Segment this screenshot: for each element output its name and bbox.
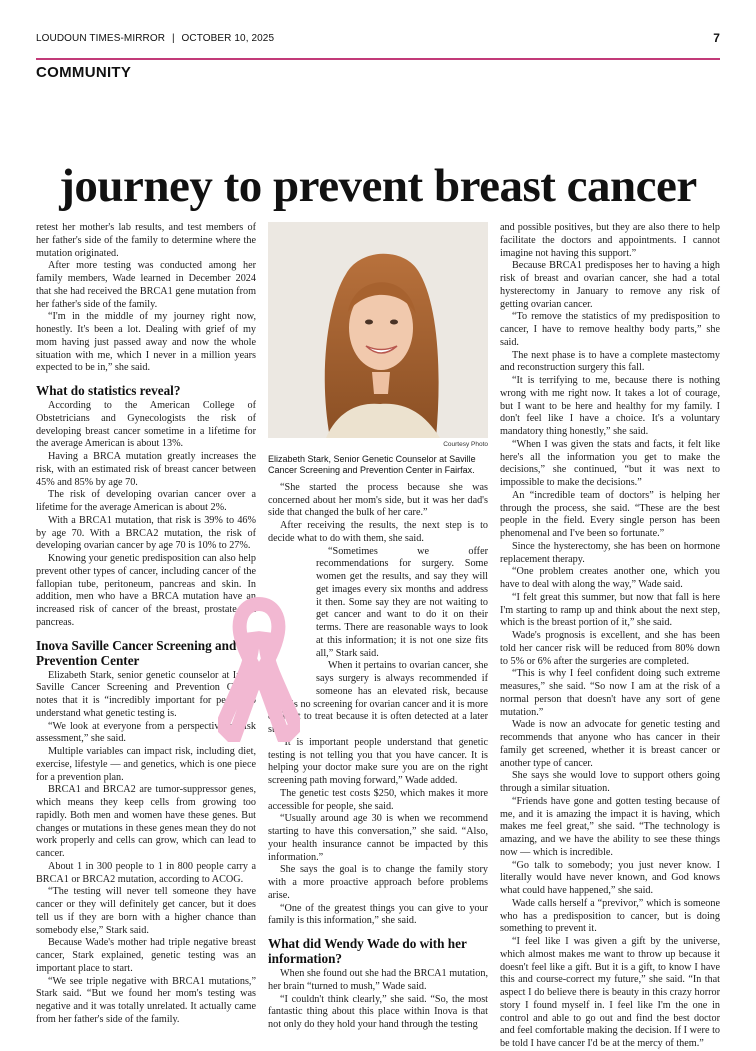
paragraph: Having a BRCA mutation greatly increases the risk, with an estimated risk of breast cancer between 45% and 85% by age 70. [36, 451, 256, 488]
paragraph: “She started the process because she was concerned about her mom's side, but it was her dad's side that changed the bulk of her care.” [268, 481, 488, 519]
paragraph: According to the American College of Obstetricians and Gynecologists the risk of developing breast cancer sometime in a lifetime for the average American is about 13%. [36, 400, 256, 450]
paragraph: After receiving the results, the next step is to decide what to do with them, she said. [268, 520, 488, 544]
paragraph: BRCA1 and BRCA2 are tumor-suppressor genes, which means they keep cells from growing too rapidly. Both men and women have these genes. But changes or mutations in these genes mean they do not work properly and cells can grow, which can lead to cancer. [36, 784, 256, 859]
paragraph: Multiple variables can impact risk, including diet, exercise, lifestyle — and genetics, which is one piece for a prevention plan. [36, 746, 256, 783]
paragraph: “This is why I feel confident doing such extreme measures,” she said. “So now I am at the risk of a normal person that doesn't have any sort of gene mutation.” [500, 668, 720, 718]
paragraph: The next phase is to have a complete mastectomy and reconstruction surgery this fall. [500, 349, 720, 374]
section-label: COMMUNITY [36, 64, 132, 81]
paragraph: Since the hysterectomy, she has been on hormone replacement therapy. [500, 540, 720, 565]
paragraph: “Usually around age 30 is when we recommend starting to have this conversation,” she said. “Also, your health insurance cannot be impacted by this information.” [268, 813, 488, 863]
paragraph: After more testing was conducted among her family members, Wade learned in December 2024 that she had received the BRCA1 gene mutation from her father's side of the family. [36, 260, 256, 310]
paragraph: “It is important people understand that genetic testing is not telling you that you have cancer. It is helping your doctor make sure you are on the right screening path moving forward,” Wade added. [268, 736, 488, 786]
paragraph: She says she would love to support others going through a similar situation. [500, 770, 720, 794]
paragraph: “When I was given the stats and facts, it felt like here's all the information you get to make the decisions,” she continued, “but it was next to impossible to make the decisions.” [500, 438, 720, 488]
paragraph: “Go talk to somebody; you just never know. I literally would have never known, and God knows what could have happened,” she said. [500, 859, 720, 896]
paragraph: Wade's prognosis is excellent, and she has been told her cancer risk will be reduced from 80% down to 5% or 6% after the surgeries are completed. [500, 630, 720, 667]
masthead-separator: | [171, 33, 175, 44]
masthead [36, 33, 720, 47]
paragraph: The risk of developing ovarian cancer over a lifetime for the average American is about 2%. [36, 489, 256, 513]
subheading-statistics: What do statistics reveal? [36, 383, 181, 398]
subheading-wendy-wade: What did Wendy Wade do with her information? [268, 936, 467, 966]
paragraph: Because Wade's mother had triple negative breast cancer, Stark explained, genetic testing was an important place to start. [36, 937, 256, 974]
article-column-3 [500, 222, 720, 1051]
section-rule [36, 58, 720, 60]
paragraph: When it pertains to ovarian cancer, she says surgery is always recommended if someone has an elevated risk, because there is no screening for ovarian cancer and it is more difficult to treat because it is often detected at a later stage. [268, 660, 488, 735]
paragraph: About 1 in 300 people to 1 in 800 people carry a BRCA1 or BRCA2 mutation, according to ACOG. [36, 860, 256, 885]
paragraph: When she found out she had the BRCA1 mutation, her brain “turned to mush,” Wade said. [268, 968, 488, 992]
paragraph: “To remove the statistics of my predisposition to cancer, I have to remove healthy body parts,” she said. [500, 311, 720, 348]
page-number: 7 [713, 31, 720, 45]
paragraph: “One of the greatest things you can give to your family is this information,” she said. [268, 902, 488, 927]
subheading-inova-center: Inova Saville Cancer Screening and Prevention Center [36, 637, 237, 668]
headline: journey to prevent breast cancer [59, 160, 697, 212]
issue-date: OCTOBER 10, 2025 [181, 33, 275, 44]
paragraph: The genetic test costs $250, which makes it more accessible for people, she said. [268, 787, 488, 812]
paragraph: Wade is now an advocate for genetic testing and recommends that anyone who has cancer in their family get screened, whether it is breast cancer or another type of cancer. [500, 719, 720, 769]
paragraph: and possible positives, but they are also there to help facilitate the doctors and appointments. I cannot imagine not having this support.” [500, 222, 720, 259]
paragraph: An “incredible team of doctors” is helping her through the process, she said. “These are the best people in the field. Every single person has been phenomenal and I've been so fortunate.” [500, 489, 720, 539]
paragraph: “The testing will never tell someone they have cancer or they will definitely get cancer, but it does tell us if they are born with a higher chance than somebody else,” Stark said. [36, 886, 256, 936]
photo-credit: Courtesy Photo [443, 441, 488, 448]
paragraph: retest her mother's lab results, and test members of her father's side of the family to determine where the mutation originated. [36, 222, 256, 259]
paragraph: Because BRCA1 predisposes her to having a high risk of breast and ovarian cancer, she had a total hysterectomy in January to remove any risk of getting ovarian cancer. [500, 260, 720, 310]
article-column-2 [268, 222, 488, 1032]
paragraph: “I feel like I was given a gift by the universe, which almost makes me want to throw up because it doesn't feel like a gift. But it is a gift, to know I have this and course-correct my future,” she said. “In that aspect I do believe there is beauty in this crazy horror story I found myself in. I feel like I'm the one in control and able to go out and find the best doctor and feel comfortable making the decision. If I were to be told I have cancer I'd be at the mercy of them.” [500, 936, 720, 1049]
paragraph: Elizabeth Stark, senior genetic counselor at Inova Saville Cancer Screening and Prevention Center, notes that it is “incredibly important for people to understand what genetic testing is. [36, 669, 256, 719]
paragraph: “Friends have gone and gotten testing because of me, and it is amazing the impact it is having, which makes me feel great,” she said. “The technology is amazing, and we have the ability to see these things now — which is incredible. [500, 795, 720, 858]
portrait-photo [268, 222, 488, 438]
paragraph: “We see triple negative with BRCA1 mutations,” Stark said. “But we found her mom's testing was negative and it was totally unrelated. It actually came from her father's side of the family. [36, 975, 256, 1025]
paragraph: “I felt great this summer, but now that fall is here I'm starting to ramp up and think about the next step, which is the breast portion of it,” she said. [500, 591, 720, 629]
paragraph: “We look at everyone from a perspective of risk assessment,” she said. [36, 720, 256, 745]
pink-ribbon-icon [218, 592, 300, 742]
paragraph: “I couldn't think clearly,” she said. “So, the most fantastic thing about this place within Inova is that not only do they hold your hand through the testing [268, 993, 488, 1030]
paragraph: Knowing your genetic predisposition can also help prevent other types of cancer, including cancer of the fallopian tube, peritoneum, pancreas and skin. In addition, men who have a BRCA mutation have an increased risk of cancer of the breast, prostate and pancreas. [36, 553, 256, 628]
paragraph: With a BRCA1 mutation, that risk is 39% to 46% by age 70. With a BRCA2 mutation, the risk of developing ovarian cancer by age 70 is 10% to 27%. [36, 514, 256, 552]
paragraph: Wade calls herself a “previvor,” which is someone who has a predisposition to cancer, but is doing something to prevent it. [500, 897, 720, 935]
paragraph: “I'm in the middle of my journey right now, honestly. It's been a lot. Dealing with grief of my mom having just passed away and now the whole situation with me, which I never in a million years expected to be in,” she said. [36, 311, 256, 374]
paragraph: “It is terrifying to me, because there is nothing wrong with me right now. It takes a lot of courage, but I want to be here and healthy for my family. I don't feel like I have a choice. It's a voluntary mandatory thing honestly,” she said. [500, 375, 720, 437]
photo-caption: Elizabeth Stark, Senior Genetic Counselor at Saville Cancer Screening and Prevention Center in Fairfax. [268, 453, 476, 475]
portrait-illustration [268, 222, 488, 438]
paragraph: “One problem creates another one, which you have to deal with along the way,” Wade said. [500, 566, 720, 590]
paragraph: She says the goal is to change the family story with a more proactive approach before problems arise. [268, 864, 488, 901]
paragraph: “Sometimes we offer recommendations for surgery. Some women get the results, and say they will get images every six months and address it then. Some say they are not waiting to get cancer and want to do it on their terms. There are reasonable ways to look at this information; it is not one size fits all,” Stark said. [316, 545, 488, 659]
paper-name: LOUDOUN TIMES-MIRROR [36, 33, 166, 44]
